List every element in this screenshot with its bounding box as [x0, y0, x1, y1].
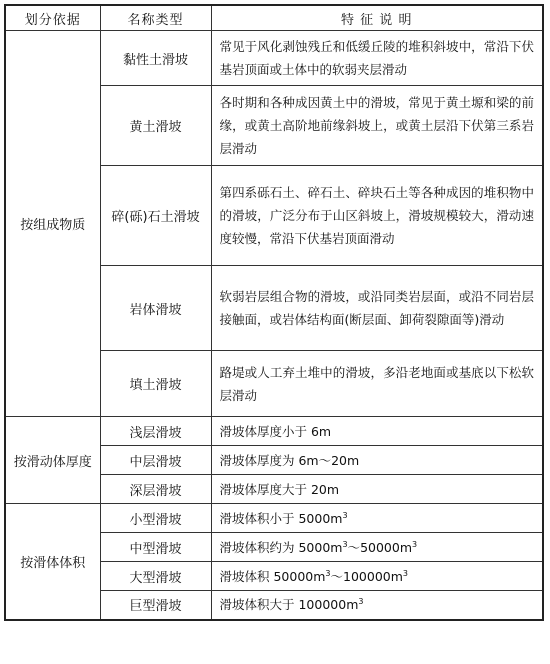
description-cell: 滑坡体厚度大于 20m — [211, 475, 543, 504]
type-cell: 巨型滑坡 — [100, 591, 211, 620]
type-cell: 填土滑坡 — [100, 351, 211, 417]
type-cell: 黏性土滑坡 — [100, 31, 211, 86]
type-cell: 中层滑坡 — [100, 446, 211, 475]
type-cell: 浅层滑坡 — [100, 417, 211, 446]
type-cell: 小型滑坡 — [100, 504, 211, 533]
type-cell: 碎(砾)石土滑坡 — [100, 166, 211, 266]
description-cell: 常见于风化剥蚀残丘和低缓丘陵的堆积斜坡中，常沿下伏基岩顶面或土体中的软弱夹层滑动 — [211, 31, 543, 86]
type-cell: 大型滑坡 — [100, 562, 211, 591]
group-basis-cell: 按滑动体厚度 — [5, 417, 100, 504]
description-cell: 滑坡体积大于 $100000m^3$ — [211, 591, 543, 620]
description-cell: 第四系砾石土、碎石土、碎块石土等各种成因的堆积物中的滑坡，广泛分布于山区斜坡上，滑坡规模较大，滑动速度较慢，常沿下伏基岩顶面滑动 — [211, 166, 543, 266]
type-cell: 中型滑坡 — [100, 533, 211, 562]
header-row — [5, 5, 543, 31]
description-cell: 滑坡体积约为 $5000m^3\sim 50000m^3$ — [211, 533, 543, 562]
table-row — [5, 504, 543, 533]
table-row — [5, 417, 543, 446]
description-cell: 滑坡体厚度小于 6m — [211, 417, 543, 446]
type-cell: 深层滑坡 — [100, 475, 211, 504]
description-cell: 滑坡体积小于 $5000m^3$ — [211, 504, 543, 533]
description-cell: 滑坡体厚度为 6m～20m — [211, 446, 543, 475]
type-cell: 岩体滑坡 — [100, 266, 211, 351]
landslide-classification-table — [4, 4, 544, 621]
header-basis: 划分依据 — [5, 5, 100, 31]
group-basis-cell: 按滑体体积 — [5, 504, 100, 620]
header-description: 特 征 说 明 — [211, 5, 543, 31]
group-basis-cell: 按组成物质 — [5, 31, 100, 417]
description-cell: 路堤或人工弃土堆中的滑坡，多沿老地面或基底以下松软层滑动 — [211, 351, 543, 417]
description-cell: 各时期和各种成因黄土中的滑坡，常见于黄土塬和梁的前缘，或黄土高阶地前缘斜坡上，或黄土层沿下伏第三系岩层滑动 — [211, 86, 543, 166]
description-cell: 软弱岩层组合物的滑坡，或沿同类岩层面，或沿不同岩层接触面，或岩体结构面(断层面、卸荷裂隙面等)滑动 — [211, 266, 543, 351]
table-row — [5, 31, 543, 86]
header-type: 名称类型 — [100, 5, 211, 31]
description-cell: 滑坡体积 $50000m^3\sim 100000m^3$ — [211, 562, 543, 591]
type-cell: 黄土滑坡 — [100, 86, 211, 166]
